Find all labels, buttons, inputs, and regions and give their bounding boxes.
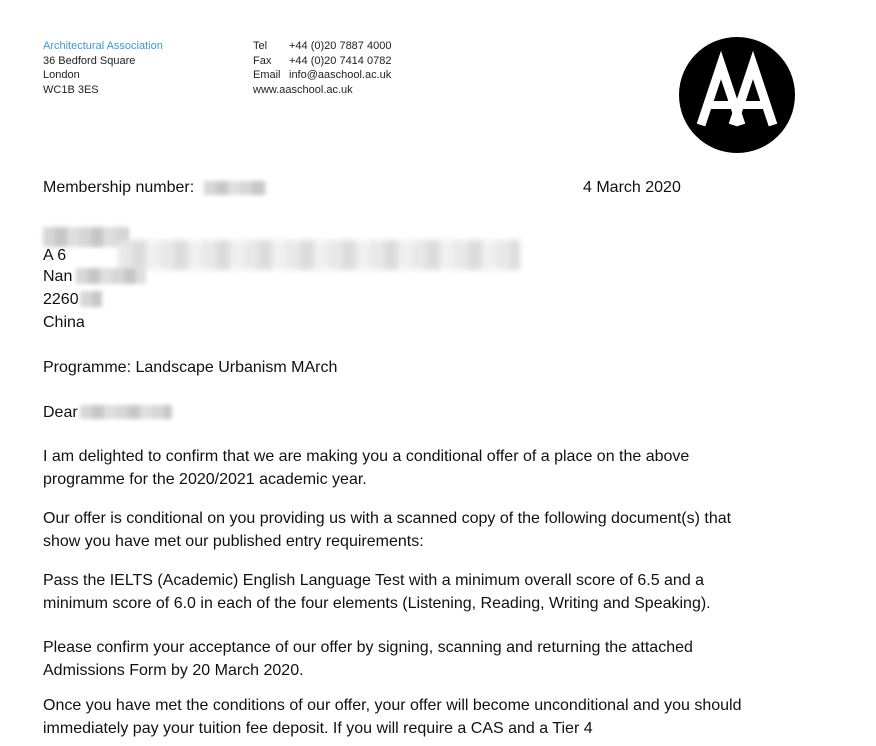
letter-date: 4 March 2020	[583, 179, 681, 196]
redacted-address-line	[118, 240, 520, 270]
paragraph-deposit: Once you have met the conditions of our offer, your offer will become unconditional and you should immediately pay your tuition fee deposit. If you will require a CAS and a Tier 4	[43, 697, 742, 737]
redacted-recipient-salutation-name	[80, 405, 172, 419]
address-line-1: A 6	[43, 247, 67, 264]
address-line-3: 2260	[43, 291, 79, 308]
aa-logo-icon	[679, 37, 795, 153]
tel-label: Tel	[253, 40, 268, 52]
organization-name: Architectural Association	[43, 40, 163, 52]
address-line-4: China	[43, 314, 85, 331]
paragraph-ielts-requirement: Pass the IELTS (Academic) English Language Test with a minimum overall score of 6.5 and a minimum score of 6.0 in each of the four elements (Listening, Reading, Writing and Speaking).	[43, 572, 711, 612]
membership-number-label: Membership number:	[43, 179, 195, 196]
paragraph-acceptance: Please confirm your acceptance of our offer by signing, scanning and returning the attached Admissions Form by 20 March 2020.	[43, 639, 693, 679]
redacted-postcode	[80, 291, 102, 307]
email-value: info@aaschool.ac.uk	[289, 69, 392, 81]
salutation: Dear	[43, 404, 78, 421]
website-value: www.aaschool.ac.uk	[253, 83, 353, 96]
redacted-membership-number	[204, 181, 266, 195]
address-line: WC1B 3ES	[43, 83, 99, 96]
fax-label: Fax	[253, 54, 272, 67]
paragraph-offer: I am delighted to confirm that we are making you a conditional offer of a place on the above programme for the 2020/2021 academic year.	[43, 448, 690, 488]
letterhead-contact-block	[253, 39, 391, 97]
address-line: London	[43, 69, 80, 81]
redacted-city	[76, 268, 146, 284]
email-label: Email	[253, 69, 281, 81]
paragraph-conditions: Our offer is conditional on you providing us with a scanned copy of the following document(s) that show you have met our published entry requirements:	[43, 510, 732, 550]
fax-value: +44 (0)20 7414 0782	[289, 54, 392, 67]
programme-line: Programme: Landscape Urbanism MArch	[43, 359, 338, 376]
letterhead-address-block	[43, 39, 163, 97]
address-line-2: Nan	[43, 268, 73, 285]
address-line: 36 Bedford Square	[43, 54, 136, 67]
tel-value: +44 (0)20 7887 4000	[289, 40, 392, 52]
